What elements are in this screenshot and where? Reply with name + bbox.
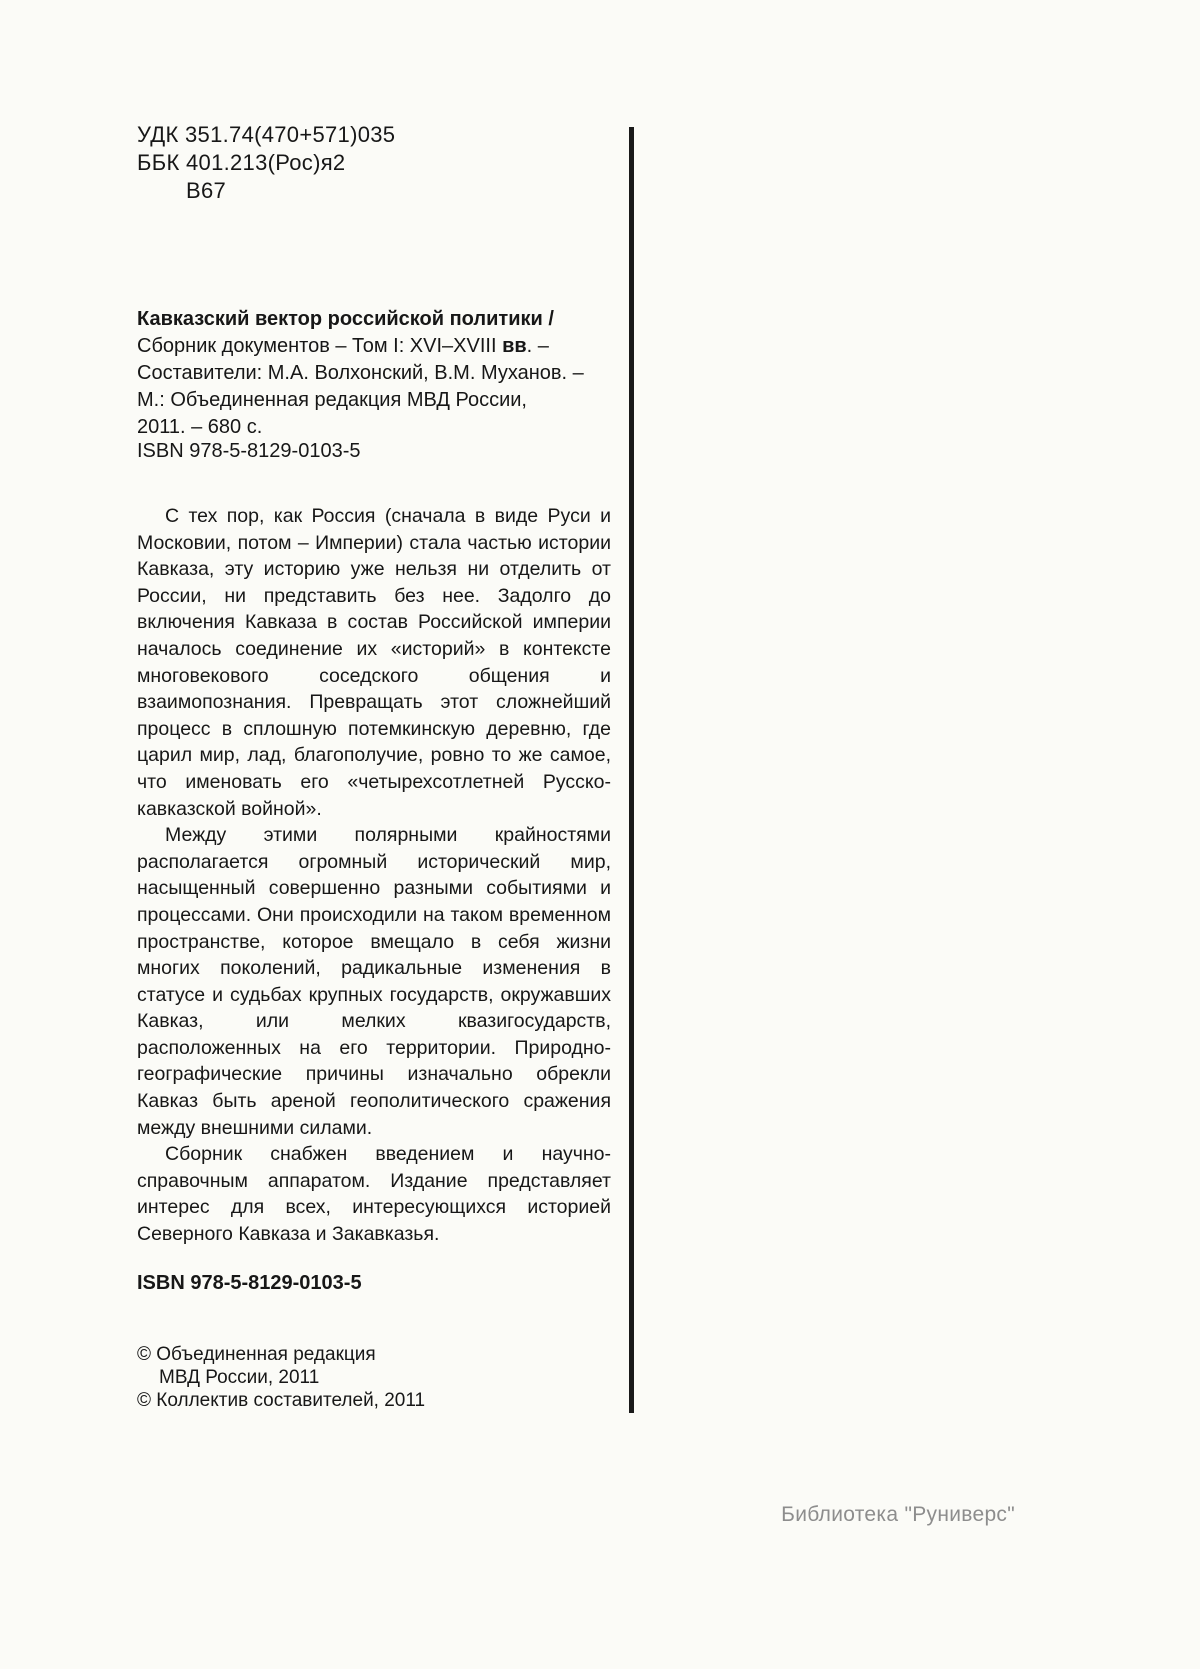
bibliographic-record: [137, 306, 611, 441]
biblio-volume-line: [137, 333, 611, 360]
biblio-year-line: 2011. – 680 с.: [137, 416, 263, 438]
copyright-compilers: © Коллектив составителей, 2011: [137, 1390, 426, 1411]
isbn-bottom: ISBN 978-5-8129-0103-5: [137, 1272, 362, 1294]
copyright-publisher-line1: © Объединенная редакция: [137, 1344, 376, 1365]
library-watermark: Библиотека "Руниверс": [781, 1503, 1015, 1526]
isbn-top: ISBN 978-5-8129-0103-5: [137, 440, 361, 462]
bbk-code: ББК 401.213(Рос)я2: [137, 150, 346, 175]
volume-text-bold: вв: [502, 335, 527, 357]
classification-codes: [137, 121, 611, 205]
vertical-rule: [629, 127, 634, 1413]
author-sign-code: В67: [186, 178, 227, 203]
volume-text-tail: . –: [526, 335, 549, 357]
biblio-compilers-line: Составители: М.А. Волхонский, В.М. Муханов. –: [137, 362, 584, 384]
annotation-paragraph-3: Сборник снабжен введением и научно-справочным аппаратом. Издание представляет интерес для всех, интересующихся историей Северного Кавказа и Закавказья.: [137, 1143, 611, 1246]
book-title-line: [137, 306, 611, 333]
book-title: Кавказский вектор российской политики /: [137, 308, 554, 330]
annotation-paragraph-1: С тех пор, как Россия (сначала в виде Руси и Московии, потом – Империи) стала частью истории Кавказа, эту историю уже нельзя ни отделить от России, ни представить без нее. Задолго до включения Кавказа в состав Российской империи началось соединение их «историй» в контексте многовекового соседского общения и взаимопознания. Превращать этот сложнейший процесс в сплошную потемкинскую деревню, где царил мир, лад, благополучие, ровно то же самое, что именовать его «четырехсотлетней Русско-кавказской войной».: [137, 505, 611, 820]
volume-text: Сборник документов – Том I: XVI–XVIII: [137, 335, 503, 357]
biblio-publisher-line: М.: Объединенная редакция МВД России,: [137, 389, 527, 411]
udk-code: УДК 351.74(470+571)035: [137, 122, 396, 147]
annotation-text: [137, 503, 611, 1248]
copyright-block: [137, 1343, 611, 1412]
annotation-paragraph-2: Между этими полярными крайностями располагается огромный исторический мир, насыщенный совершенно разными событиями и процессами. Они происходили на таком временном пространстве, которое вмещало в себя жизни многих поколений, радикальные изменения в статусе и судьбах крупных государств, окружавших Кавказ, или мелких квазигосударств, расположенных на его территории. Природно-географические причины изначально обрекли Кавказ быть ареной геополитического сражения между внешними силами.: [137, 824, 611, 1139]
copyright-publisher-line2: МВД России, 2011: [159, 1367, 320, 1388]
